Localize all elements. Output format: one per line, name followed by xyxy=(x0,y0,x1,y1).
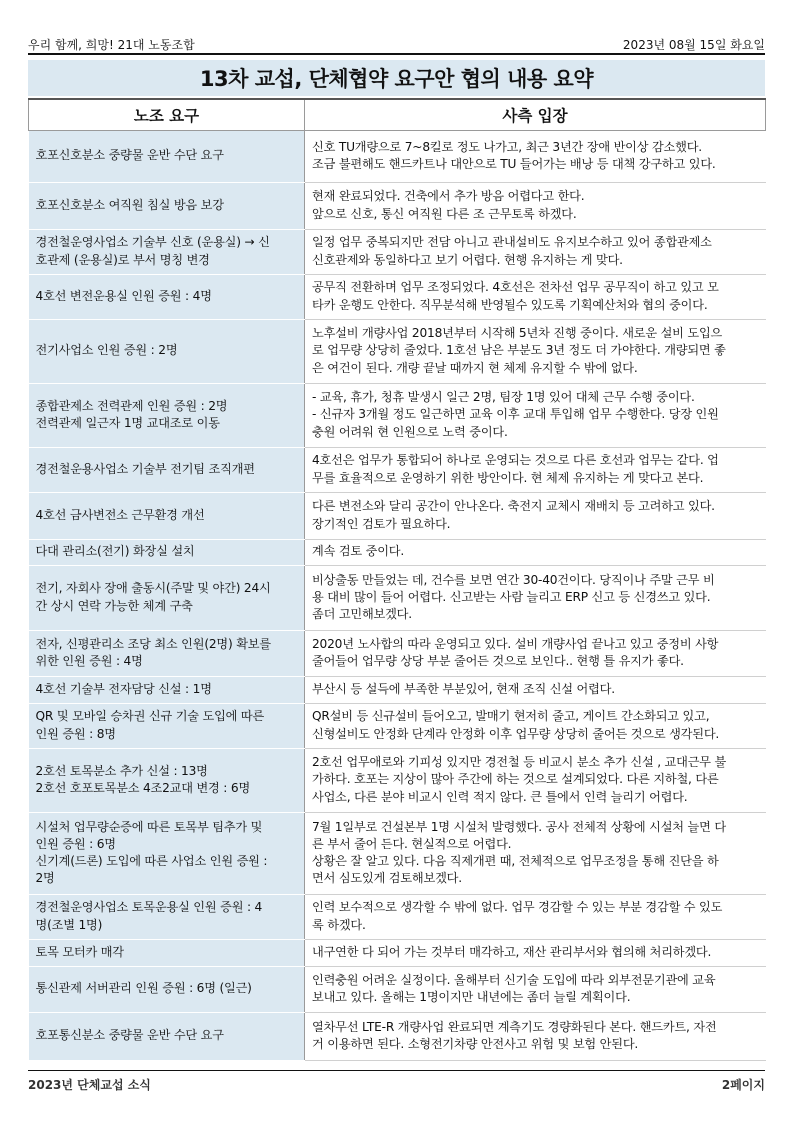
demand-text-line: 전기사업소 인원 증원 : 2명 xyxy=(35,343,178,358)
table-row xyxy=(29,130,766,182)
demand-text-line: 경전철운영사업소 기술부 신호 (운용실) → 신 xyxy=(35,235,270,250)
demand-text-line: 2명 xyxy=(35,871,55,886)
demand-text-line: 2호선 토목분소 추가 신설 : 13명 xyxy=(35,763,208,778)
page-title: 13차 교섭, 단체협약 요구안 협의 내용 요약 xyxy=(28,60,765,96)
column-header-union-demand: 노조 요구 xyxy=(29,99,305,130)
company-position-cell xyxy=(305,492,766,539)
union-demand-cell xyxy=(29,703,305,748)
table-row xyxy=(29,492,766,539)
position-text-line: 인력 보수적으로 생각할 수 밖에 없다. 업무 경감할 수 있는 부분 경감할 수 있도 xyxy=(312,900,723,915)
union-demand-cell xyxy=(29,539,305,565)
demand-text-line: 신기계(드론) 도입에 따른 사업소 인원 증원 : xyxy=(35,854,268,868)
position-text-line: 사업소, 다른 분야 비교시 인력 적지 않다. 큰 틀에서 인력 늘리기 어렵다. xyxy=(312,789,688,804)
demand-text-line: 4호선 기술부 전자담당 신설 : 1명 xyxy=(35,681,212,696)
table-row xyxy=(29,703,766,748)
position-text-line: 신형설비도 안정화 단계라 안정화 이후 업무량 상당히 줄어든 것으로 생각된다. xyxy=(312,726,720,741)
company-position-cell xyxy=(305,130,766,182)
position-text-line: 충원 어려워 현 인원으로 노력 중이다. xyxy=(312,424,508,439)
table-row xyxy=(29,274,766,319)
footer-divider xyxy=(28,1070,765,1071)
demand-text-line: 간 상시 연락 가능한 체계 구축 xyxy=(35,598,193,613)
footer-page-number: 2페이지 xyxy=(721,1078,765,1092)
company-position-cell xyxy=(305,676,766,703)
company-position-cell xyxy=(305,630,766,676)
company-position-cell xyxy=(305,894,766,939)
demand-text-line: 전력관제 일근자 1명 교대조로 이동 xyxy=(35,416,220,430)
position-text-line: 른 부서 줄어 든다. 현실적으로 어렵다. xyxy=(312,836,512,851)
union-demand-cell xyxy=(29,630,305,676)
position-text-line: 현재 완료되었다. 건축에서 추가 방음 어렵다고 한다. xyxy=(312,189,585,204)
position-text-line: 앞으로 신호, 통신 여직원 다른 조 근무토록 하겠다. xyxy=(312,206,577,221)
position-text-line: 타카 운행도 안한다. 직무분석해 반영될수 있도록 기획예산처와 협의 중이다. xyxy=(312,297,708,312)
table-row xyxy=(29,939,766,966)
header-union-slogan: 우리 함께, 희망! 21대 노동조합 xyxy=(28,38,195,52)
position-text-line: 열차무선 LTE-R 개량사업 완료되면 계측기도 경량화된다 본다. 핸드카트, 자전 xyxy=(312,1019,717,1034)
union-demand-cell xyxy=(29,812,305,894)
position-text-line: 신호관제와 동일하다고 보기 어렵다. 현행 유지하는 게 맞다. xyxy=(312,252,623,267)
position-text-line: 공무직 전환하며 업무 조정되었다. 4호선은 전차선 업무 공무직이 하고 있고 모 xyxy=(312,280,719,295)
company-position-cell xyxy=(305,539,766,565)
table-row xyxy=(29,447,766,492)
position-text-line: 다른 변전소와 달리 공간이 안나온다. 축전지 교체시 재배치 등 고려하고 있다. xyxy=(312,499,715,514)
union-demand-cell xyxy=(29,1012,305,1060)
position-text-line: 은 여건이 된다. 개량 끝날 때까지 현 체제 유지할 수 밖에 없다. xyxy=(312,360,638,375)
position-text-line: QR설비 등 신규설비 들어오고, 발매기 현저히 줄고, 게이트 간소화되고 있고, xyxy=(312,709,710,724)
company-position-cell xyxy=(305,812,766,894)
company-position-cell xyxy=(305,1012,766,1060)
position-text-line: 무를 효율적으로 운영하기 위한 방안이다. 현 체제 유지하는 게 맞다고 본다. xyxy=(312,470,704,485)
position-text-line: 2020년 노사합의 따라 운영되고 있다. 설비 개량사업 끝나고 있고 중정비 사항 xyxy=(312,636,719,651)
position-text-line: 면서 심도있게 검토해보겠다. xyxy=(312,871,462,886)
position-text-line: 로 업무량 상당히 줄었다. 1호선 남은 부분도 3년 정도 더 가야한다. 개량되면 좋 xyxy=(312,343,726,358)
demand-text-line: 호관제 (운용실)로 부서 명칭 변경 xyxy=(35,252,210,267)
demand-text-line: 종합관제소 전력관제 인원 증원 : 2명 xyxy=(35,398,228,413)
position-text-line: 좀더 고민해보겠다. xyxy=(312,607,412,622)
position-text-line: 비상출동 만들었는 데, 건수를 보면 연간 30-40건이다. 당직이나 주말 근무 비 xyxy=(312,572,715,587)
demand-text-line: 호포통신분소 중량물 운반 수단 요구 xyxy=(35,1028,224,1043)
position-text-line: 7월 1일부로 건설본부 1명 시설처 발령했다. 공사 전체적 상황에 시설처 늘면 다 xyxy=(312,819,726,834)
position-text-line: 2호선 업무애로와 기피성 있지만 경전철 등 비교시 분소 추가 신설 , 교대근무 불 xyxy=(312,755,727,770)
union-demand-cell xyxy=(29,383,305,447)
position-text-line: 줄어들어 업무량 상당 부분 줄어든 것으로 보인다.. 현행 틀 유지가 좋다. xyxy=(312,654,684,668)
company-position-cell xyxy=(305,383,766,447)
company-position-cell xyxy=(305,939,766,966)
table-body xyxy=(29,130,766,1060)
table-row xyxy=(29,1012,766,1060)
demand-text-line: 전기, 자회사 장애 출동시(주말 및 야간) 24시 xyxy=(35,581,271,596)
company-position-cell xyxy=(305,565,766,630)
demand-text-line: 다대 관리소(전기) 화장실 설치 xyxy=(35,544,195,559)
demand-text-line: 통신관제 서버관리 인원 증원 : 6명 (일근) xyxy=(35,981,252,996)
table-row xyxy=(29,630,766,676)
demand-text-line: 호포신호분소 여직원 침실 방음 보강 xyxy=(35,197,224,212)
header-divider xyxy=(28,53,765,55)
demand-text-line: 위한 인원 증원 : 4명 xyxy=(35,654,143,668)
union-demand-cell xyxy=(29,447,305,492)
position-text-line: - 신규자 3개월 정도 일근하면 교육 이후 교대 투입해 업무 수행한다. 당장 인원 xyxy=(312,407,719,422)
position-text-line: 노후설비 개량사업 2018년부터 시작해 5년차 진행 중이다. 새로운 설비 도입으 xyxy=(312,326,723,341)
union-demand-cell xyxy=(29,894,305,939)
table-row xyxy=(29,229,766,274)
column-header-company-position: 사측 입장 xyxy=(305,99,766,130)
position-text-line: 장기적인 검토가 필요하다. xyxy=(312,516,451,531)
union-demand-cell xyxy=(29,492,305,539)
company-position-cell xyxy=(305,182,766,229)
union-demand-cell xyxy=(29,229,305,274)
position-text-line: 거 이용하면 된다. 소형전기차량 안전사고 위험 및 보험 안된다. xyxy=(312,1037,639,1051)
position-text-line: 계속 검토 중이다. xyxy=(312,544,405,559)
table-header-row xyxy=(29,99,766,130)
negotiation-summary-table xyxy=(28,98,766,1061)
page-footer xyxy=(28,1076,765,1093)
position-text-line: 상황은 잘 알고 있다. 다음 직제개편 때, 전체적으로 업무조정을 통해 진단을 하 xyxy=(312,854,719,868)
table-row xyxy=(29,383,766,447)
union-demand-cell xyxy=(29,274,305,319)
position-text-line: 4호선은 업무가 통합되어 하나로 운영되는 것으로 다른 호선과 업무는 같다. 업 xyxy=(312,453,719,468)
footer-newsletter-title: 2023년 단체교섭 소식 xyxy=(28,1078,151,1092)
table-row xyxy=(29,676,766,703)
table-row xyxy=(29,182,766,229)
demand-text-line: 4호선 변전운용실 인원 증원 : 4명 xyxy=(35,288,212,303)
position-text-line: 용 대비 많이 들어 어렵다. 신고받는 사람 늘리고 ERP 신고 등 신경쓰고 있다. xyxy=(312,589,711,604)
position-text-line: 조금 불편해도 핸드카트나 대안으로 TU 들어가는 배낭 등 대책 강구하고 있다. xyxy=(312,157,716,171)
position-text-line: 인력충원 어려운 실정이다. 올해부터 신기술 도입에 따라 외부전문기관에 교육 xyxy=(312,972,716,987)
position-text-line: 일정 업무 중복되지만 전담 아니고 관내설비도 유지보수하고 있어 종합관제소 xyxy=(312,235,712,250)
company-position-cell xyxy=(305,966,766,1012)
demand-text-line: 경전철운용사업소 기술부 전기팀 조직개편 xyxy=(35,461,255,476)
demand-text-line: 인원 증원 : 8명 xyxy=(35,726,116,741)
demand-text-line: 명(조별 1명) xyxy=(35,917,103,932)
demand-text-line: 인원 증원 : 6명 xyxy=(35,836,116,851)
demand-text-line: 경전철운영사업소 토목운용실 인원 증원 : 4 xyxy=(35,900,263,915)
demand-text-line: 전자, 신평관리소 조당 최소 인원(2명) 확보를 xyxy=(35,636,271,651)
demand-text-line: 4호선 금사변전소 근무환경 개선 xyxy=(35,507,205,522)
demand-text-line: 호포신호분소 중량물 운반 수단 요구 xyxy=(35,148,224,163)
page-header xyxy=(28,33,765,53)
position-text-line: 가하다. 호포는 지상이 많아 주간에 하는 것으로 설계되었다. 다른 지하철, 다른 xyxy=(312,772,719,787)
table-row xyxy=(29,319,766,383)
company-position-cell xyxy=(305,447,766,492)
position-text-line: 부산시 등 설득에 부족한 부분있어, 현재 조직 신설 어렵다. xyxy=(312,681,615,696)
position-text-line: - 교육, 휴가, 청휴 발생시 일근 2명, 팀장 1명 있어 대체 근무 수행 중이다. xyxy=(312,390,695,405)
table-row xyxy=(29,894,766,939)
demand-text-line: QR 및 모바일 승차권 신규 기술 도입에 따른 xyxy=(35,709,265,724)
union-demand-cell xyxy=(29,319,305,383)
position-text-line: 록 하겠다. xyxy=(312,917,366,932)
table-row xyxy=(29,748,766,812)
company-position-cell xyxy=(305,319,766,383)
union-demand-cell xyxy=(29,966,305,1012)
position-text-line: 신호 TU개량으로 7~8킬로 정도 나가고, 최근 3년간 장애 반이상 감소했다. xyxy=(312,139,702,154)
union-demand-cell xyxy=(29,748,305,812)
demand-text-line: 토목 모터카 매각 xyxy=(35,944,124,959)
table-row xyxy=(29,539,766,565)
union-demand-cell xyxy=(29,939,305,966)
demand-text-line: 시설처 업무량순증에 따른 토목부 팀추가 및 xyxy=(35,819,263,834)
union-demand-cell xyxy=(29,676,305,703)
company-position-cell xyxy=(305,748,766,812)
union-demand-cell xyxy=(29,182,305,229)
table-row xyxy=(29,565,766,630)
table-row xyxy=(29,812,766,894)
company-position-cell xyxy=(305,703,766,748)
demand-text-line: 2호선 호포토목분소 4조2교대 변경 : 6명 xyxy=(35,781,251,795)
company-position-cell xyxy=(305,229,766,274)
table-row xyxy=(29,966,766,1012)
union-demand-cell xyxy=(29,130,305,182)
position-text-line: 보내고 있다. 올해는 1명이지만 내년에는 좀더 늘릴 계획이다. xyxy=(312,990,631,1004)
company-position-cell xyxy=(305,274,766,319)
position-text-line: 내구연한 다 되어 가는 것부터 매각하고, 재산 관리부서와 협의해 처리하겠다. xyxy=(312,944,712,959)
header-date: 2023년 08월 15일 화요일 xyxy=(622,38,765,52)
union-demand-cell xyxy=(29,565,305,630)
